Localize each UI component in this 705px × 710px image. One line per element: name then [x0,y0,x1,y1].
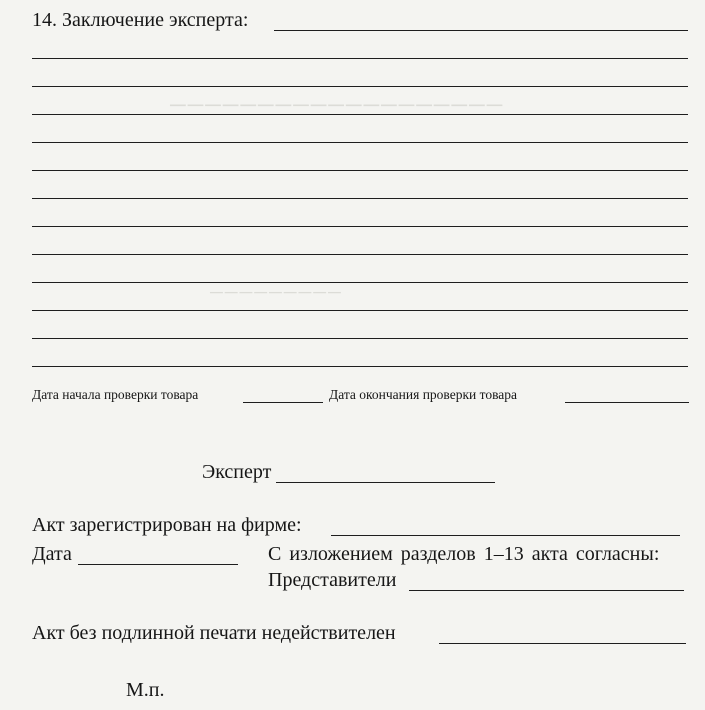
agreement-text: С изложением разделов 1–13 акта согласны: [268,543,660,565]
conclusion-line[interactable] [32,282,688,283]
validity-note: Акт без подлинной печати недействителен [32,622,396,644]
conclusion-first-line[interactable] [274,30,688,31]
conclusion-line[interactable] [32,254,688,255]
conclusion-line[interactable] [32,58,688,59]
inspection-end-label: Дата окончания проверки товара [329,387,518,402]
bleed-through-texture: ─────────────────── [170,92,505,117]
conclusion-line[interactable] [32,226,688,227]
bleed-through-texture: ───────── [210,282,343,302]
expert-signature-field[interactable] [276,482,495,483]
conclusion-line[interactable] [32,198,688,199]
agreement-date-field[interactable] [78,564,238,565]
inspection-end-field[interactable] [565,402,689,403]
conclusion-line[interactable] [32,86,688,87]
validity-field[interactable] [439,643,686,644]
representatives-field[interactable] [409,590,684,591]
agreement-date-label: Дата [32,543,72,565]
registration-field[interactable] [331,535,680,536]
conclusion-line[interactable] [32,170,688,171]
conclusion-line[interactable] [32,114,688,115]
conclusion-line[interactable] [32,310,688,311]
inspection-start-label: Дата начала проверки товара [32,387,199,402]
representatives-label: Представители [268,569,397,591]
registration-label: Акт зарегистрирован на фирме: [32,514,302,536]
conclusion-line[interactable] [32,338,688,339]
conclusion-line[interactable] [32,366,688,367]
stamp-place-label: М.п. [126,679,165,701]
inspection-start-field[interactable] [243,402,323,403]
section-14-title: 14. Заключение эксперта: [32,9,249,31]
expert-label: Эксперт [202,461,272,483]
conclusion-line[interactable] [32,142,688,143]
